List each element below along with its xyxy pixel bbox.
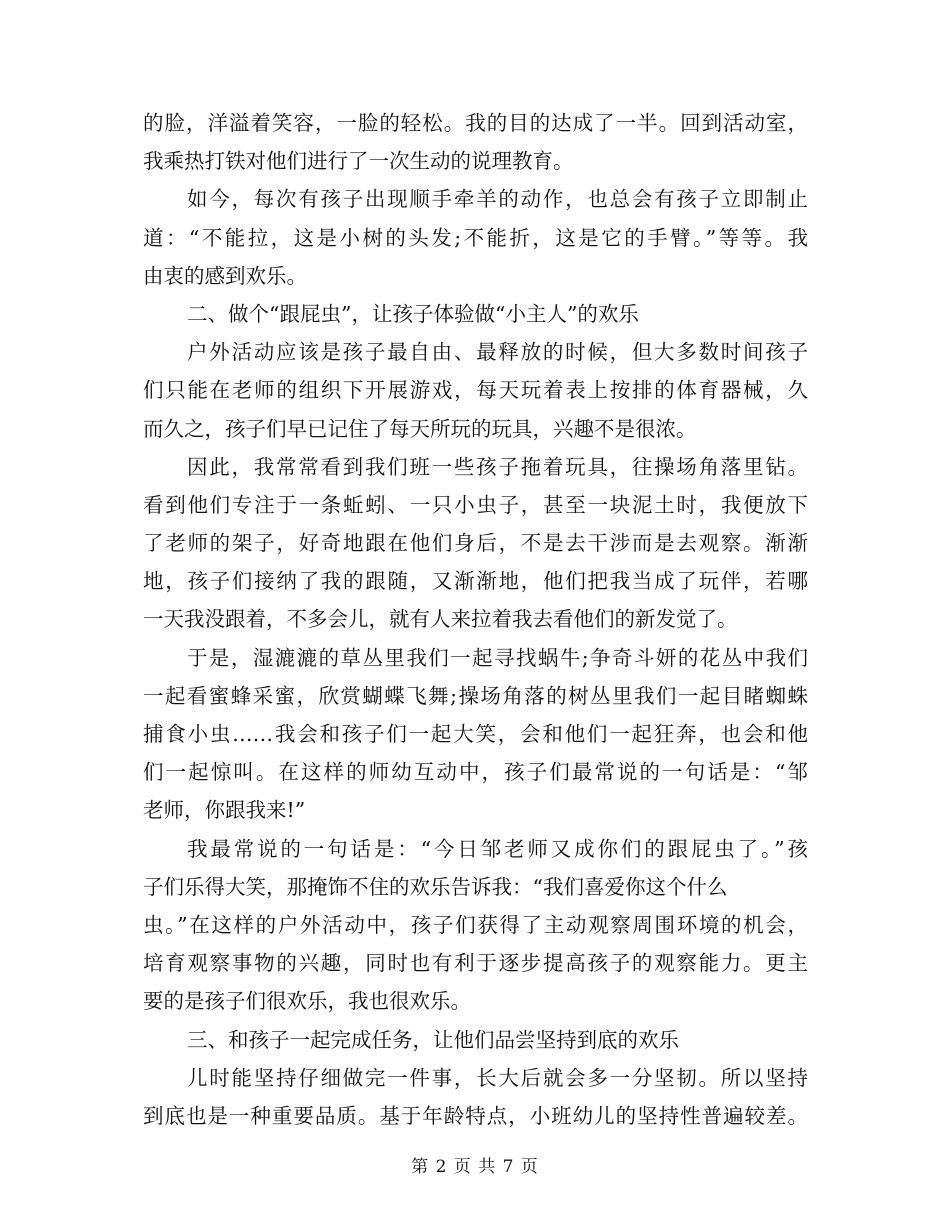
text-line: 了老师的架子，好奇地跟在他们身后，不是去干涉而是去观察。渐渐 <box>143 531 808 556</box>
text-line: 看到他们专注于一条蚯蚓、一只小虫子，甚至一块泥土时，我便放下 <box>143 492 808 517</box>
text-line: 二、做个“跟屁虫”，让孩子体验做“小主人”的欢乐 <box>187 301 639 326</box>
text-line: 我最常说的一句话是：“今日邹老师又成你们的跟屁虫了。”孩 <box>187 836 808 861</box>
text-line: 因此，我常常看到我们班一些孩子拖着玩具，往操场角落里钻。 <box>187 454 808 479</box>
text-line: 老师，你跟我来!” <box>143 798 306 823</box>
text-line: 培育观察事物的兴趣，同时也有利于逐步提高孩子的观察能力。更主 <box>143 951 808 976</box>
text-line: 要的是孩子们很欢乐，我也很欢乐。 <box>143 989 471 1014</box>
text-line: 们只能在老师的组织下开展游戏，每天玩着表上按排的体育器械，久 <box>143 378 808 403</box>
text-line: 虫。”在这样的户外活动中，孩子们获得了主动观察周围环境的机会， <box>143 912 808 937</box>
text-line: 而久之，孩子们早已记住了每天所玩的玩具，兴趣不是很浓。 <box>143 416 697 441</box>
text-line: 的脸，洋溢着笑容，一脸的轻松。我的目的达成了一半。回到活动室， <box>143 111 808 135</box>
text-line: 道：“不能拉，这是小树的头发;不能折，这是它的手臂。”等等。我 <box>143 225 808 250</box>
text-line: 地，孩子们接纳了我的跟随，又渐渐地，他们把我当成了玩伴，若哪 <box>143 569 808 594</box>
body-text <box>143 104 808 1135</box>
text-line: 子们乐得大笑，那掩饰不住的欢乐告诉我：“我们喜爱你这个什么 <box>143 874 728 899</box>
text-line: 们一起惊叫。在这样的师幼互动中，孩子们最常说的一句话是：“邹 <box>143 760 808 785</box>
text-line: 到底也是一种重要品质。基于年龄特点，小班幼儿的坚持性普遍较差。 <box>143 1103 808 1128</box>
text-line: 捕食小虫……我会和孩子们一起大笑，会和他们一起狂奔，也会和他 <box>143 722 808 746</box>
text-line: 一天我没跟着，不多会儿，就有人来拉着我去看他们的新发觉了。 <box>143 607 738 632</box>
text-line: 户外活动应该是孩子最自由、最释放的时候，但大多数时间孩子 <box>187 340 808 365</box>
text-line: 于是，湿漉漉的草丛里我们一起寻找蜗牛;争奇斗妍的花丛中我们 <box>187 645 808 670</box>
text-line: 由衷的感到欢乐。 <box>143 263 307 288</box>
text-line: 我乘热打铁对他们进行了一次生动的说理教育。 <box>143 149 574 174</box>
text-line: 三、和孩子一起完成任务，让他们品尝坚持到底的欢乐 <box>187 1027 679 1052</box>
text-line: 一起看蜜蜂采蜜，欣赏蝴蝶飞舞;操场角落的树丛里我们一起目睹蜘蛛 <box>143 683 808 708</box>
page-number-footer: 第 2 页 共 7 页 <box>411 1157 539 1177</box>
text-line: 如今，每次有孩子出现顺手牵羊的动作，也总会有孩子立即制止 <box>187 187 808 212</box>
text-line: 儿时能坚持仔细做完一件事，长大后就会多一分坚韧。所以坚持 <box>187 1065 808 1090</box>
